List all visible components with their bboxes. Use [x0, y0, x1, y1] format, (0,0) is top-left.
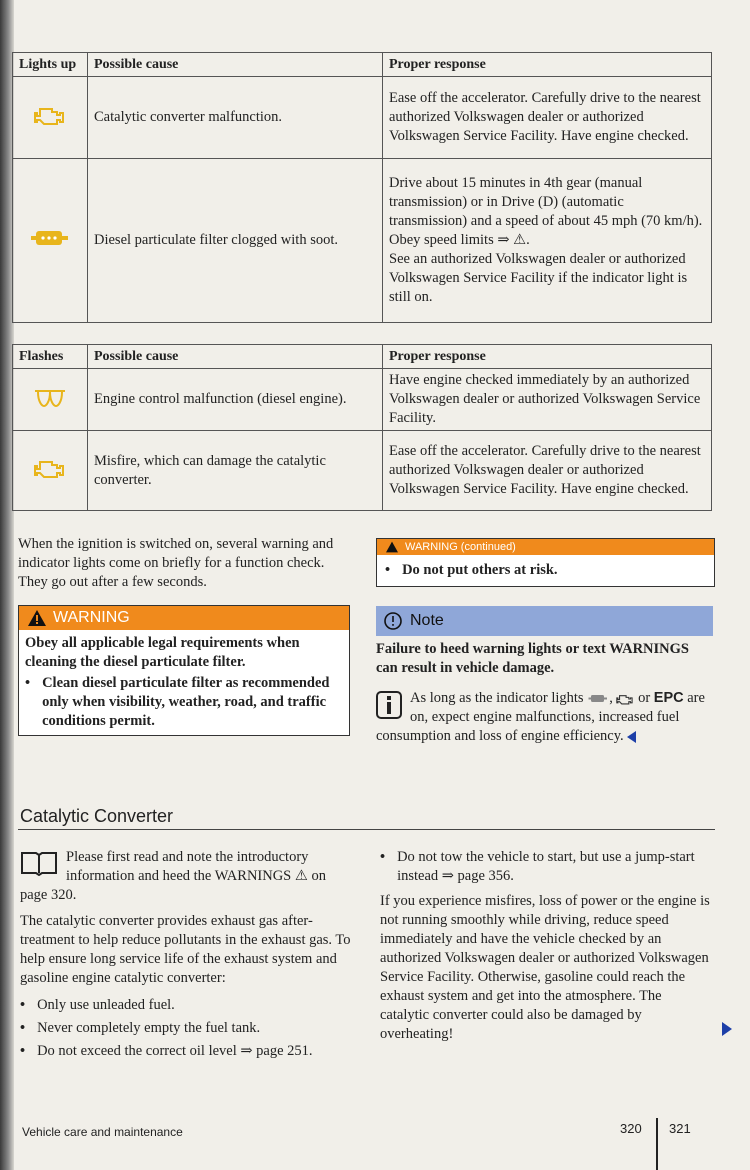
footer-section-title: Vehicle care and maintenance [22, 1125, 183, 1139]
note-header [376, 606, 713, 636]
warning-continued-bullet [377, 555, 714, 586]
icon-cell [13, 369, 88, 431]
list-item [20, 994, 352, 1017]
list-item-text: Do not exceed the correct oil level ⇒ page 251. [37, 1043, 313, 1059]
bullet-dot: • [385, 562, 391, 578]
response-line: See an authorized Volkswagen dealer or authorized Volkswagen Service Facility if the indicator light is still on. [389, 251, 688, 305]
cause-cell: Catalytic converter malfunction. [88, 77, 383, 159]
list-item-text: Never completely empty the fuel tank. [37, 1020, 261, 1036]
book-icon [20, 850, 58, 876]
bullet-dot: • [25, 675, 31, 691]
col-header-response: Proper response [383, 53, 712, 77]
response-cell: Have engine checked immediately by an authorized Volkswagen dealer or authorized Volkswagen Service Facility. [383, 369, 712, 431]
note-title: Note [410, 612, 444, 629]
response-cell: Ease off the accelerator. Carefully drive to the nearest authorized Volkswagen dealer or authorized Volkswagen Service Facility. Have engine checked. [383, 77, 712, 159]
warning-box [18, 605, 350, 736]
warning-header [19, 606, 349, 630]
cause-cell: Engine control malfunction (diesel engine). [88, 369, 383, 431]
section-heading: Catalytic Converter [20, 806, 174, 826]
warning-bullet [25, 674, 343, 731]
col-header-cause: Possible cause [88, 345, 383, 369]
page-divider [656, 1118, 658, 1170]
info-icon [376, 691, 402, 719]
info-text-start: As long as the indicator lights [410, 690, 584, 706]
engine-icon [34, 457, 66, 479]
bullet-dot: • [380, 849, 386, 865]
misfire-paragraph: If you experience misfires, loss of power or the engine is not running smoothly while driving, reduce speed immediately and have the vehicle checked by an authorized Volkswagen dealer or authorized Volkswagen Service Facility. Otherwise, gasoline could reach the exhaust system and get into the atmosphere. The catalytic converter could also be damaged by overheating! [380, 893, 710, 1042]
right-page-number: 321 [669, 1121, 691, 1136]
table-header-row [13, 53, 712, 77]
table-header-row [13, 345, 712, 369]
diesel-particulate-filter-icon [587, 693, 609, 704]
warning-continued-box [376, 538, 715, 587]
glow-plug-icon [34, 386, 66, 408]
icon-cell [13, 431, 88, 511]
warning-continued-title: WARNING (continued) [405, 541, 516, 553]
warning-title: WARNING [53, 609, 130, 626]
read-note [20, 848, 352, 905]
read-note-text: Please first read and note the introductory information and heed the WARNINGS ⚠ on page 320. [20, 849, 326, 903]
response-line: Drive about 15 minutes in 4th gear (manual transmission) or in Drive (D) (automatic transmission) and a speed of about 45 mph (70 km/h). [389, 175, 703, 229]
warning-triangle-icon [27, 609, 47, 627]
table-row [13, 369, 712, 431]
bullet-dot: • [20, 1020, 26, 1036]
info-text-end: are on, expect engine malfunctions, increased fuel consumption and loss of engine efficiency. [376, 690, 705, 744]
tow-bullet [380, 848, 714, 886]
warning-body [19, 630, 349, 735]
warning-continued-text: Do not put others at risk. [402, 562, 558, 578]
catalytic-bullet-list [20, 994, 352, 1063]
lights-up-table [12, 52, 712, 323]
icon-cell [13, 77, 88, 159]
continue-arrow-icon [722, 1022, 732, 1036]
col-header-flashes: Flashes [13, 345, 88, 369]
response-cell: Ease off the accelerator. Carefully drive to the nearest authorized Volkswagen dealer or authorized Volkswagen Service Facility. Have engine checked. [383, 431, 712, 511]
warning-lead: Obey all applicable legal requirements when cleaning the diesel particulate filter. [25, 635, 300, 670]
engine-icon [616, 693, 634, 705]
warning-continued-header [377, 539, 714, 555]
bullet-dot: • [20, 1043, 26, 1059]
info-block: As long as the indicator lights , or EPC are on, expect engine malfunctions, increased fuel consumption and loss of engine efficiency. [376, 690, 705, 744]
list-item-text: Only use unleaded fuel. [37, 997, 175, 1013]
table-row [13, 77, 712, 159]
note-text: Failure to heed warning lights or text WARNINGS can result in vehicle damage. [376, 641, 689, 676]
cause-cell: Misfire, which can damage the catalytic converter. [88, 431, 383, 511]
list-item [20, 1040, 352, 1063]
tow-bullet-text: Do not tow the vehicle to start, but use a jump-start instead ⇒ page 356. [397, 849, 695, 884]
table-row [13, 431, 712, 511]
col-header-lights-up: Lights up [13, 53, 88, 77]
catalytic-paragraph: The catalytic converter provides exhaust gas after-treatment to help reduce pollutants in the exhaust gas. To help ensure long service life of the exhaust system and gasoline engine catalytic converter: [20, 913, 351, 986]
left-page-number: 320 [620, 1121, 642, 1136]
exclamation-circle-icon [384, 612, 402, 630]
warning-bullet-text: Clean diesel particulate filter as recommended only when visibility, weather, road, and traffic conditions permit. [42, 675, 330, 729]
flashes-table [12, 344, 712, 511]
engine-icon [34, 104, 66, 126]
table-row [13, 159, 712, 323]
response-cell [383, 159, 712, 323]
col-header-cause: Possible cause [88, 53, 383, 77]
response-line: Obey speed limits ⇒ ⚠. [389, 232, 530, 248]
section-rule [18, 829, 715, 830]
end-marker-icon [627, 731, 636, 743]
list-item [20, 1017, 352, 1040]
col-header-response: Proper response [383, 345, 712, 369]
warning-triangle-icon [385, 541, 399, 553]
icon-cell [13, 159, 88, 323]
intro-paragraph: When the ignition is switched on, several warning and indicator lights come on briefly for a function check. They go out after a few seconds. [18, 536, 334, 590]
epc-label: EPC [653, 690, 684, 706]
diesel-particulate-filter-icon [30, 227, 70, 249]
cause-cell: Diesel particulate filter clogged with soot. [88, 159, 383, 323]
bullet-dot: • [20, 997, 26, 1013]
